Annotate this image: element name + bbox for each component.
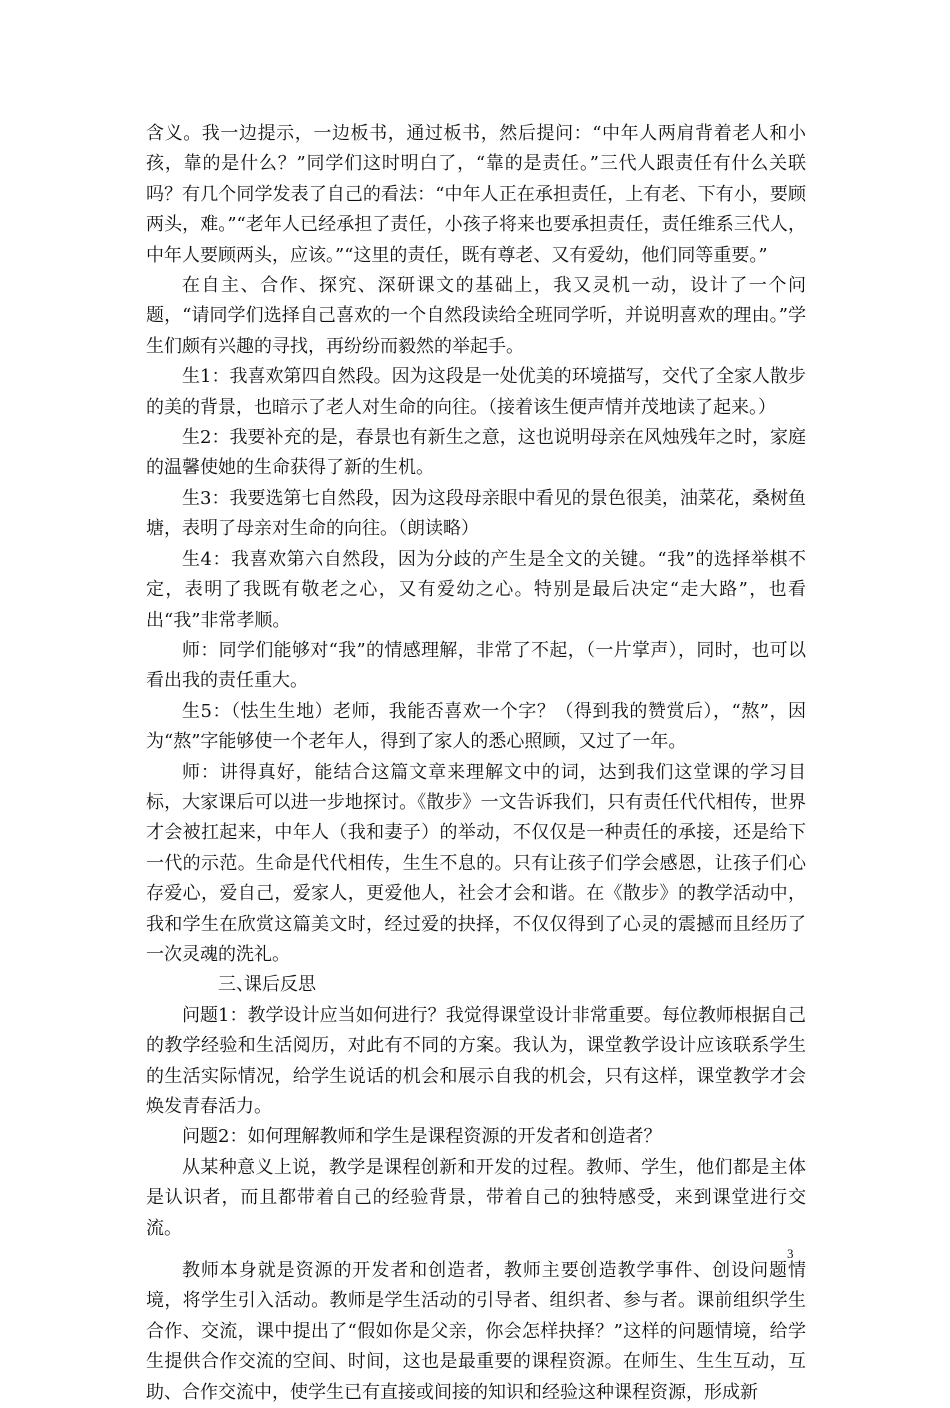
paragraph-student-3: 生3：我要选第七自然段，因为这段母亲眼中看见的景色很美，油菜花，桑树鱼塘，表明了母亲对生命的向往。（朗读略）: [146, 487, 806, 540]
paragraph-continuation: 含义。我一边提示，一边板书，通过板书，然后提问：“中年人两肩背着老人和小孩，靠的是什么？”同学们这时明白了，“靠的是责任。”三代人跟责任有什么关联吗？有几个同学发表了自己的看法：“中年人正在承担责任，上有老、下有小，要顾两头，难。”“老年人已经承担了责任，小孩子将来也要承担责任，责任维系三代人，中年人要顾两头，应该。”“这里的责任，既有尊老、又有爱幼，他们同等重要。”: [146, 123, 806, 266]
paragraph-question-design: 在自主、合作、探究、深研课文的基础上，我又灵机一动，设计了一个问题，“请同学们选择自己喜欢的一个自然段读给全班同学听，并说明喜欢的理由。”学生们颇有兴趣的寻找，再纷纷而毅然的举起手。: [146, 275, 806, 357]
paragraph-student-1: 生1：我喜欢第四自然段。因为这段是一处优美的环境描写，交代了全家人散步的美的背景，也暗示了老人对生命的向往。（接着该生便声情并茂地读了起来。）: [146, 366, 806, 418]
section-heading-number: 三、: [218, 974, 254, 996]
paragraph-teacher-resource: 教师本身就是资源的开发者和创造者，教师主要创造教学事件、创设问题情境，将学生引入活动。教师是学生活动的引导者、组织者、参与者。课前组织学生合作、交流，课中提出了“假如你是父亲，你会怎样抉择？”这样的问题情境，给学生提供合作交流的空间、时间，这也是最重要的课程资源。在师生、生生互动，互助、合作交流中，使学生已有直接或间接的知识和经验这种课程资源，形成新: [146, 1260, 806, 1403]
section-heading: [146, 970, 806, 1000]
paragraph-student-5: 生5：（怯生生地）老师，我能否喜欢一个字？（得到我的赞赏后），“熬”，因为“熬”字能够使一个老年人，得到了家人的悉心照顾，又过了一年。: [146, 700, 806, 753]
paragraph-student-4: 生4：我喜欢第六自然段，因为分歧的产生是全文的关键。“我”的选择举棋不定，表明了我既有敬老之心，又有爱幼之心。特别是最后决定“走大路”，也看出“我”非常孝顺。: [146, 548, 806, 631]
paragraph-teacher-1: 师：同学们能够对“我”的情感理解，非常了不起，（一片掌声），同时，也可以看出我的责任重大。: [146, 639, 806, 692]
page-body: [146, 119, 806, 1408]
paragraph-curriculum-creation: 从某种意义上说，教学是课程创新和开发的过程。教师、学生，他们都是主体是认识者，而且都带着自己的经验背景，带着自己的独特感受，来到课堂进行交流。: [146, 1156, 806, 1239]
paragraph-question-1: 问题1：教学设计应当如何进行？我觉得课堂设计非常重要。每位教师根据自己的教学经验和生活阅历，对此有不同的方案。我认为，课堂教学设计应该联系学生的生活实际情况，给学生说话的机会和展示自我的机会，只有这样，课堂教学才会焕发青春活力。: [146, 1004, 806, 1117]
section-heading-title: 课后反思: [244, 974, 316, 996]
paragraph-student-2: 生2：我要补充的是，春景也有新生之意，这也说明母亲在风烛残年之时，家庭的温馨使她的生命获得了新的生机。: [146, 427, 806, 479]
page-number: 3: [787, 1246, 794, 1261]
paragraph-question-2: 问题2：如何理解教师和学生是课程资源的开发者和创造者？: [182, 1126, 662, 1148]
paragraph-teacher-2: 师：讲得真好，能结合这篇文章来理解文中的词，达到我们这堂课的学习目标，大家课后可以进一步地探讨。《散步》一文告诉我们，只有责任代代相传，世界才会被扛起来，中年人（我和妻子）的举动，不仅仅是一种责任的承接，还是给下一代的示范。生命是代代相传，生生不息的。只有让孩子们学会感恩，让孩子们心存爱心，爱自己，爱家人，更爱他人，社会才会和谐。在《散步》的教学活动中，我和学生在欣赏这篇美文时，经过爱的抉择，不仅仅得到了心灵的震撼而且经历了一次灵魂的洗礼。: [146, 761, 806, 965]
